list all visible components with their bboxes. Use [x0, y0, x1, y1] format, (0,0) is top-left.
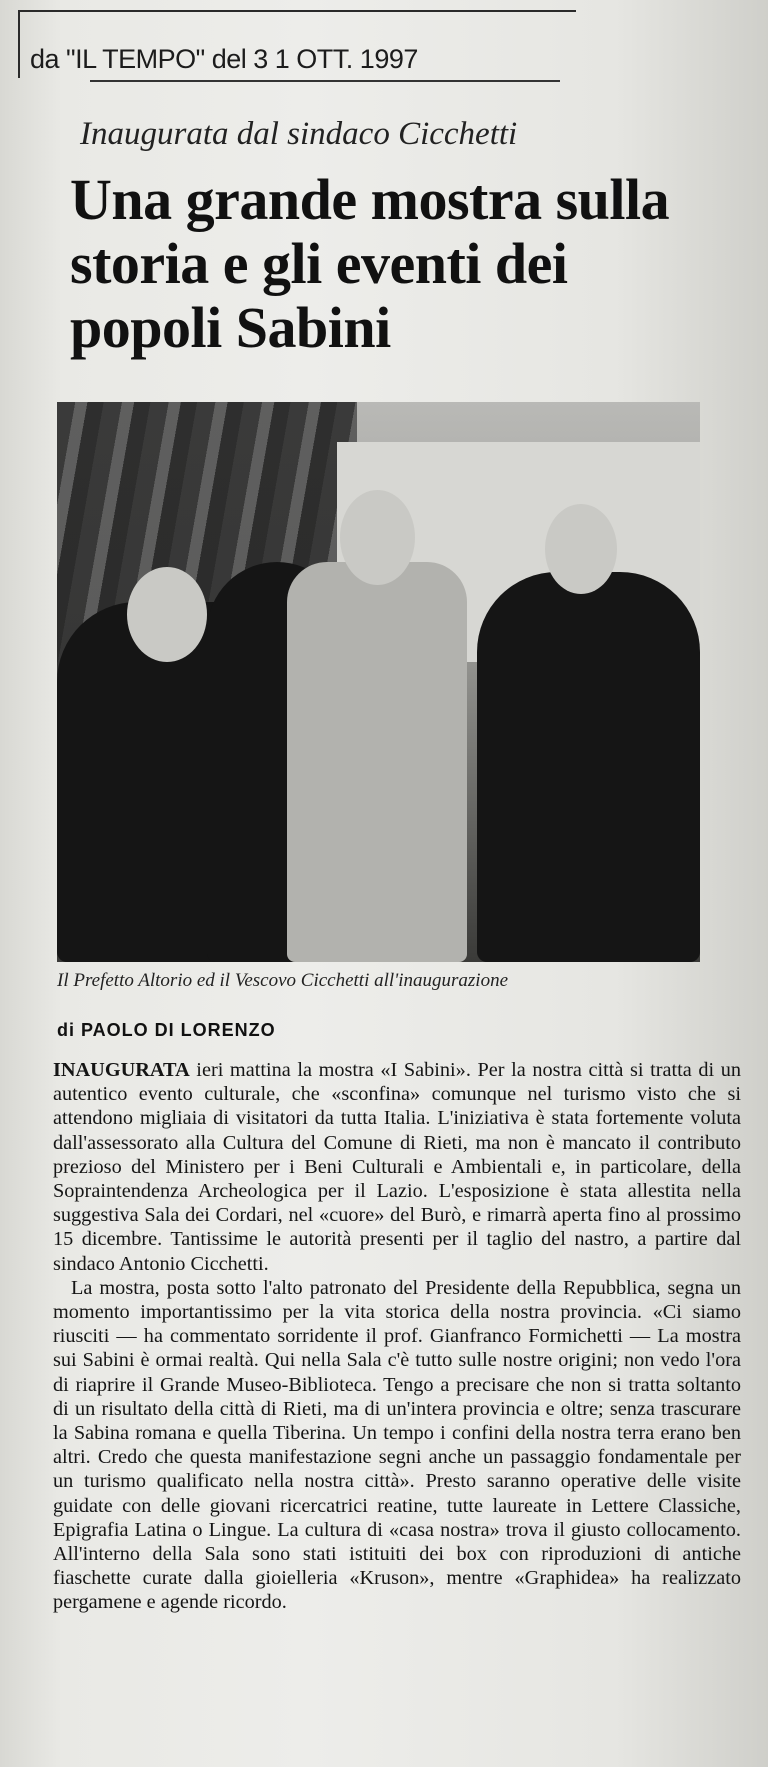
article-headline: Una grande mostra sulla storia e gli eventi dei popoli Sabini	[70, 167, 670, 360]
article-kicker: Inaugurata dal sindaco Cicchetti	[80, 116, 518, 152]
photo-head-right	[545, 504, 617, 594]
photo-figure-right	[477, 572, 700, 962]
photo-head-left	[127, 567, 207, 662]
photo-caption: Il Prefetto Altorio ed il Vescovo Cicchetti all'inaugurazione	[57, 970, 509, 991]
paragraph-1	[53, 1058, 741, 1276]
source-stamp: da "IL TEMPO" del 3 1 OTT. 1997	[30, 44, 418, 74]
stamp-underline	[90, 80, 560, 82]
photo-figure-center	[287, 562, 467, 962]
paragraph-2: La mostra, posta sotto l'alto patronato del Presidente della Repubblica, segna un momento importantissimo per la vita storica della nostra provincia. «Ci siamo riusciti — ha commentato sorridente il prof. Gianfranco Formichetti — La mostra sui Sabini è ormai realtà. Qui nella Sala c'è tutto sulle nostre origini; non vedo l'ora di riaprire il Grande Museo-Biblioteca. Tengo a precisare che non si tratta soltanto di un risultato della città di Rieti, ma di un'intera provincia e oltre; senza trascurare la Sabina romana e quella Tiberina. Un tempo i confini della nostra terra erano ben altri. Credo che questa manifestazione segni anche un passaggio fondamentale per un turismo qualificato nella nostra città». Presto saranno operative delle visite guidate con delle giovani ricercatrici reatine, tutte laureate in Lettere Classiche, Epigrafia Latina o Lingue. La cultura di «casa nostra» trova il giusto collocamento. All'interno della Sala sono stati istituiti dei box con riproduzioni di antiche fiaschette curate dalla gioielleria «Kruson», mentre «Graphidea» ha realizzato pergamene e agende ricordo.	[53, 1276, 741, 1614]
article-body	[53, 1058, 741, 1615]
article-photo	[57, 402, 700, 962]
lead-word: INAUGURATA	[53, 1059, 190, 1081]
byline: di PAOLO DI LORENZO	[57, 1020, 276, 1040]
paragraph-1-text: ieri mattina la mostra «I Sabini». Per la nostra città si tratta di un autentico evento culturale, che «sconfina» comunque nel turismo visto che si attendono migliaia di visitatori da tutta Italia. L'iniziativa è stata fortemente voluta dall'assessorato alla Cultura del Comune di Rieti, ma non è mancato il contributo prezioso del Ministero per i Beni Culturali e Ambientali e, in particolare, della Sopraintendenza Archeologica per il Lazio. L'esposizione è stata allestita nella suggestiva Sala dei Cordari, nel «cuore» del Burò, e rimarrà aperta fino al prossimo 15 dicembre. Tantissime le autorità presenti per il taglio del nastro, a partire dal sindaco Antonio Cicchetti.	[53, 1059, 741, 1275]
photo-head-center	[340, 490, 415, 585]
